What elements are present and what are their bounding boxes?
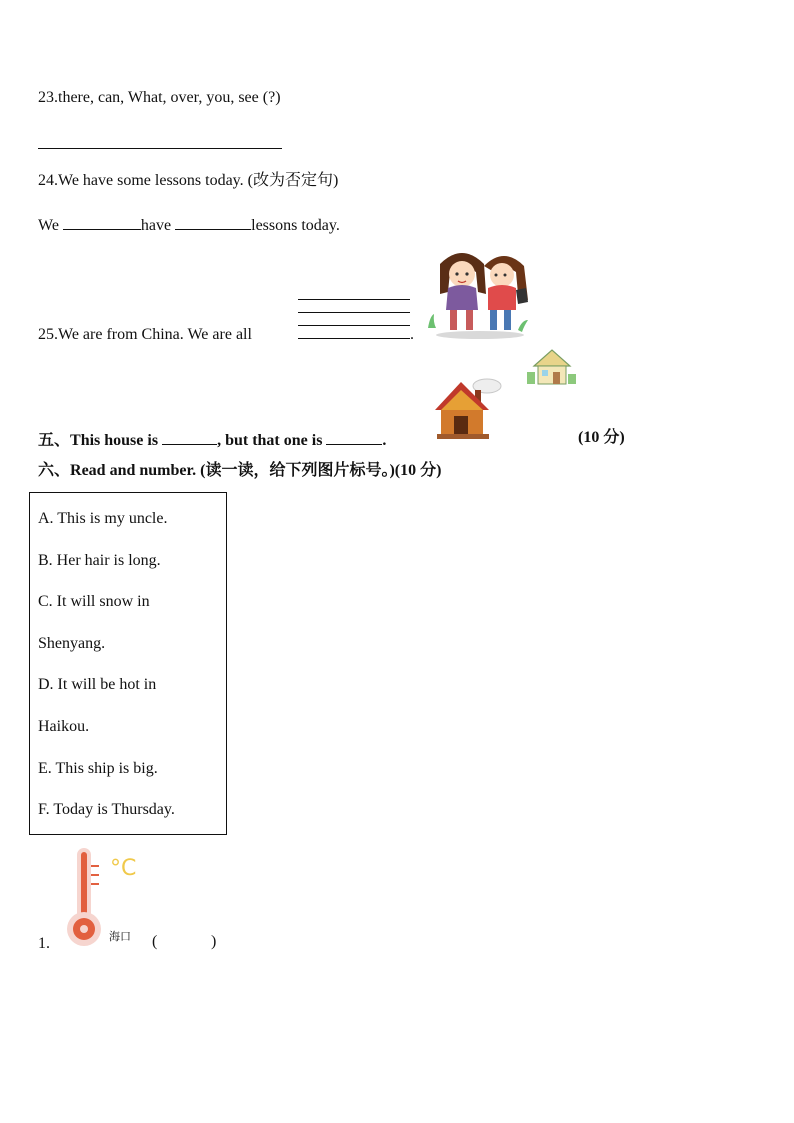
celsius-unit: °C — [110, 856, 137, 881]
item-1-number: 1. — [38, 935, 50, 952]
option-e: E. This ship is big. — [38, 760, 158, 777]
answer-line-25-2[interactable] — [298, 312, 410, 313]
answer-line-25-4[interactable] — [298, 338, 410, 339]
section-5-prefix: 五、 — [38, 432, 71, 449]
question-25: 25.We are from China. We are all — [38, 326, 252, 343]
option-d-cont: Haikou. — [38, 718, 90, 735]
option-b: B. Her hair is long. — [38, 552, 161, 569]
option-a: A. This is my uncle. — [38, 510, 168, 527]
question-25-period: . — [410, 326, 414, 343]
children-walking-image — [422, 244, 537, 340]
option-c-cont: Shenyang. — [38, 635, 106, 652]
blank-5-2[interactable] — [326, 428, 382, 445]
section-6-title: Read and number. — [70, 462, 197, 479]
blank-24-1[interactable] — [63, 213, 141, 230]
city-label-haikou: 海口 — [109, 930, 131, 943]
answer-24-prefix: We — [38, 217, 59, 234]
options-box — [29, 492, 227, 835]
section-5-text-a: This house is — [70, 432, 159, 449]
answer-row-24 — [38, 213, 340, 236]
answer-line-25-1[interactable] — [298, 299, 410, 300]
thermometer-icon — [62, 846, 108, 948]
option-c: C. It will snow in — [38, 593, 150, 610]
answer-slot-1[interactable] — [162, 934, 208, 952]
section-5-period: . — [382, 432, 387, 449]
small-house-image — [524, 346, 578, 388]
answer-paren-open: ( — [152, 933, 158, 950]
answer-line-25-3[interactable] — [298, 325, 410, 326]
section-6-heading — [38, 461, 441, 481]
option-f: F. Today is Thursday. — [38, 801, 175, 818]
brick-house-image — [433, 376, 505, 442]
question-23: 23.there, can, What, over, you, see (?) — [38, 89, 281, 106]
section-6-prefix: 六、 — [38, 462, 71, 479]
blank-5-1[interactable] — [162, 428, 217, 445]
question-24: 24.We have some lessons today. (改为否定句) — [38, 172, 339, 189]
section-5-score: (10 分) — [578, 429, 625, 446]
blank-24-2[interactable] — [175, 213, 251, 230]
option-d: D. It will be hot in — [38, 676, 157, 693]
answer-24-mid: have — [140, 217, 172, 234]
answer-paren-close: ) — [211, 933, 217, 950]
section-6-instruction: (读一读，给下列图片标号。)(10 分) — [200, 462, 442, 479]
answer-line-23[interactable] — [38, 148, 282, 149]
answer-24-suffix: lessons today. — [251, 217, 340, 234]
section-5-heading — [38, 428, 386, 451]
section-5-text-b: , but that one is — [217, 432, 323, 449]
